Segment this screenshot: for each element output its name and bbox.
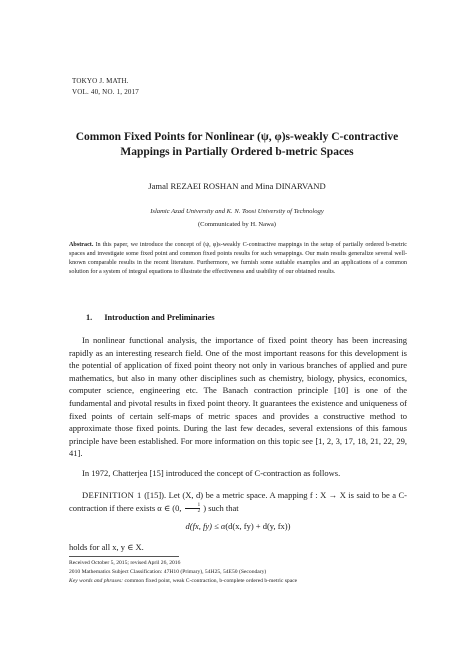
holds-line: holds for all x, y ∈ X. (69, 542, 144, 552)
definition-text-a: Let (X, d) be a metric space. A mapping f : X → X is said to be a C-contraction if there exists α ∈ (0, (69, 490, 407, 513)
footnote-received: Received October 5, 2015; revised April 26, 2016 (69, 560, 181, 566)
authors: Jamal REZAEI ROSHAN and Mina DINARVAND (148, 181, 326, 191)
abstract (69, 241, 407, 277)
section-title: Introduction and Preliminaries (104, 313, 215, 322)
journal-header (72, 76, 139, 98)
fraction-one-half (185, 503, 201, 514)
definition-name: DEFINITION 1 (82, 490, 142, 500)
definition-1 (69, 489, 407, 514)
affiliation: Islamic Azad University and K. N. Toosi University of Technology (150, 208, 324, 215)
paper-title (40, 130, 434, 160)
fraction-numerator: 1 (197, 503, 201, 509)
formula-lhs: d(fx, fy) ≤ α (185, 521, 226, 531)
definition-ref: ([15]). (144, 490, 167, 500)
journal-name: TOKYO J. MATH. (72, 77, 129, 85)
definition-text-b: ) such that (203, 502, 239, 513)
keywords-label: Key words and phrases: (69, 578, 124, 584)
abstract-text: In this paper, we introduce the concept of (ψ, φ)s-weakly C-contractive mappings in the setup of partially ordered b-metric spaces and investigate some fixed point and common fixed points results for such wmappings. Our main results generalize several well-known comparable results in the recent literature. Furthermore, we furnish some suitable examples and an applications of a common solution for a system of integral equations to illustrate the effectiveness and usability of our obtained results. (69, 242, 407, 275)
abstract-label: Abstract. (69, 242, 94, 248)
formula-rhs: (d(x, fy) + d(y, fx)) (225, 521, 291, 531)
footnote-msc: 2010 Mathematics Subject Classification: 47H10 (Primary), 54H25, 54E50 (Secondary) (69, 569, 267, 575)
communicated-by: (Communicated by H. Nawa) (197, 221, 276, 228)
formula-c-contraction (69, 521, 407, 531)
keywords-text: common fixed point, weak C-contraction, b-complete ordered b-metric space (124, 578, 298, 584)
footnote-rule (69, 556, 179, 557)
footnote-keywords (69, 577, 297, 586)
paragraph-chatterjea: In 1972, Chatterjea [15] introduced the concept of C-contraction as follows. (82, 468, 341, 478)
paragraph-intro: In nonlinear functional analysis, the importance of fixed point theory has been increasing rapidly as an interesting research field. One of the most important reasons for this development is the potential of application of fixed point theory not only in various branches of applied and pure mathematics, but also in many other disciplines such as chemistry, biology, physics, economics, computer science, engineering etc. The Banach contraction principle [10] is one of the fundamental and pivotal results in fixed point theory. It guarantees the existence and uniqueness of fixed points of certain self-maps of metric spaces and provides a constructive method to approximate those fixed points. During the last few decades, several extensions of this famous principle have been established. For more information on this topic see [1, 2, 3, 17, 18, 21, 22, 29, 41]. (69, 335, 407, 459)
section-number: 1. (86, 313, 93, 322)
title-line-2: Mappings in Partially Ordered b-metric Spaces (120, 146, 354, 158)
section-heading (86, 313, 215, 322)
journal-volume: VOL. 40, NO. 1, 2017 (72, 88, 139, 96)
title-line-1: Common Fixed Points for Nonlinear (ψ, φ)s-weakly C-contractive (75, 131, 399, 143)
fraction-denominator: 2 (185, 508, 201, 514)
